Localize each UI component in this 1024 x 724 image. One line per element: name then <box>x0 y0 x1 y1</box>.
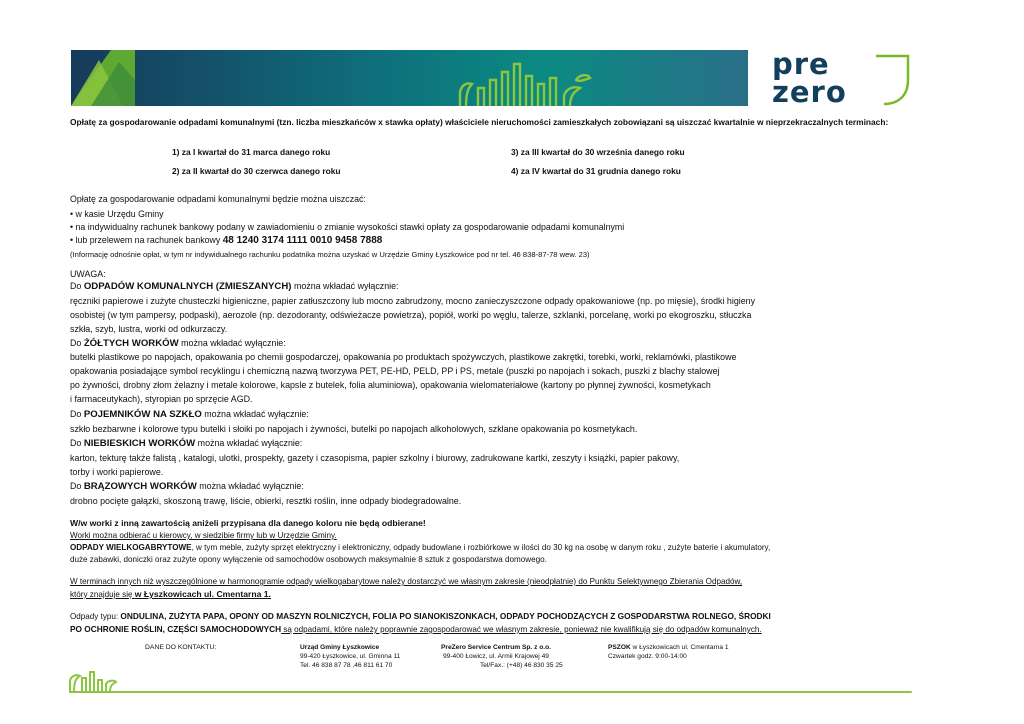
payment-info-note: (Informację odnośnie opłat, w tym nr indywidualnego rachunku podatnika można uzyskać w Urzędzie Gminy Łyszkowice pod nr tel. 46 838-87-78 wew. 23) <box>70 250 590 259</box>
brown-bags-heading <box>70 480 304 493</box>
contact-pszok-address: w Łyszkowicach ul. Cmentarna 1 <box>630 644 729 651</box>
contact-pszok-name: PSZOK <box>608 644 631 651</box>
pszok-note-line: W terminach innych niż wyszczególnione w harmonogramie odpady wielkogabarytowe należy dostarczyć we własnym zakresie (nieodpłatnie) do Punktu Selektywnego Zbierania Odpadów, <box>70 577 743 586</box>
yellow-bags-line: butelki plastikowe po napojach, opakowania po chemii gospodarczej, opakowania po produktach spożywczych, plastikowe zakrętki, torebki, worki, reklamówki, plastikowe <box>70 352 737 362</box>
heading-suffix: można wkładać wyłącznie: <box>195 438 303 448</box>
payment-option-cash: • w kasie Urzędu Gminy <box>70 209 164 219</box>
glass-container-title: POJEMNIKÓW NA SZKŁO <box>83 409 202 420</box>
mixed-waste-line: ręczniki papierowe i zużyte chusteczki higieniczne, papier zatłuszczony lub mocno zabrudzony, mocno zanieczyszczone odpady opakowaniowe (np. po mięsie), środki higieny <box>70 296 756 306</box>
intro-paragraph: Opłatę za gospodarowanie odpadami komunalnymi (tzn. liczba mieszkańców x stawka opłaty) właściciele nieruchomości zamieszkałych zobowiązani są uiszczać kwartalnie w nieprzekraczalnych terminach: <box>70 117 889 127</box>
pickup-note: Worki można odbierać u kierowcy, w siedzibie firmy lub w Urzędzie Gminy. <box>70 531 337 540</box>
payment-option-transfer <box>70 235 382 246</box>
bulky-waste-line <box>70 542 770 554</box>
other-waste-line <box>70 610 771 623</box>
heading-prefix: Do <box>70 409 84 419</box>
contact-prezero-address: 99-400 Łowicz, ul. Armii Krajowej 49 <box>443 653 549 660</box>
contact-gmina-address: 99-420 Łyszkowice, ul. Gminna 11 <box>300 653 401 660</box>
yellow-bags-line: po żywności, drobny złom żelazny i metale kolorowe, kapsle z butelek, folia aluminiowa), opakowania wielomateriałowe (kartony po płynnej żywności, kosmetykach <box>70 380 711 390</box>
heading-suffix: można wkładać wyłącznie: <box>291 281 399 291</box>
pszok-address: w Łyszkowicach ul. Cmentarna 1. <box>134 589 271 599</box>
green-leaf-graphic <box>71 50 135 106</box>
heading-prefix: Do <box>70 438 84 448</box>
brown-bags-title: BRĄZOWYCH WORKÓW <box>83 481 197 492</box>
glass-container-heading <box>70 408 309 421</box>
heading-prefix: Do <box>70 481 84 491</box>
logo-wordmark <box>772 47 847 109</box>
other-waste-list: PO OCHRONIE ROŚLIN, CZĘŚCI SAMOCHODOWYCH <box>70 624 282 634</box>
pszok-address-prefix: który znajduje się <box>70 590 135 599</box>
other-waste-line <box>70 623 762 636</box>
bulky-waste-line: duże zabawki, doniczki oraz zużyte opony wyłączenie od samochodów osobowych maksymalnie 8 sztuk z gospodarstwa domowego. <box>70 555 547 564</box>
header-banner <box>71 50 748 106</box>
contact-pszok-hours: Czwartek godz. 9:00-14:00 <box>608 653 687 660</box>
logo-frame-icon <box>872 52 912 108</box>
logo-line-2: zero <box>772 75 847 109</box>
pszok-address-line <box>70 588 271 601</box>
term-q4: 4) za IV kwartał do 31 grudnia danego roku <box>511 166 681 176</box>
term-q1: 1) za I kwartał do 31 marca danego roku <box>172 147 331 157</box>
mixed-waste-line: szkła, szyb, lustra, worki od odkurzaczy. <box>70 324 228 334</box>
other-waste-list: ONDULINA, ZUŻYTA PAPA, OPONY OD MASZYN ROLNICZYCH, FOLIA PO SIANOKISZONKACH, ODPADY POCHODZĄCYCH Z GOSPODARSTWA ROLNEGO, ŚRODKI <box>120 611 771 621</box>
bulky-waste-label: ODPADY WIELKOGABRYTOWE <box>70 543 192 552</box>
blue-bags-heading <box>70 437 302 450</box>
payment-option-transfer-label: • lub przelewem na rachunek bankowy <box>70 235 223 245</box>
blue-bags-title: NIEBIESKICH WORKÓW <box>83 438 196 449</box>
yellow-bags-line: opakowania posiadające symbol recyklingu i chemiczną nazwą tworzywa PET, PE-HD, PELD, PP i PS, metale (puszki po napojach i sokach, puszki z blachy stalowej <box>70 366 720 376</box>
mixed-waste-line: osobistej (w tym pampersy, podpaski), aerozole (np. dezodoranty, odświeżacze powietrza), popiół, worki po węglu, talerze, szklanki, porcelanę, worki po ekogroszku, stłuczka <box>70 310 752 320</box>
brown-bags-line: drobno pocięte gałązki, skoszoną trawę, liście, obierki, resztki roślin, inne odpady biodegradowalne. <box>70 496 462 506</box>
contact-gmina-phone: Tel. 46 838 87 78 ,46 811 61 70 <box>300 662 393 669</box>
city-skyline-graphic <box>456 58 596 106</box>
blue-bags-line: torby i worki papierowe. <box>70 467 164 477</box>
bank-account-number: 48 1240 3174 1111 0010 9458 7888 <box>222 235 383 246</box>
attention-label: UWAGA: <box>70 269 106 279</box>
yellow-bags-title: ŻÓŁTYCH WORKÓW <box>83 338 179 349</box>
contact-label: DANE DO KONTAKTU: <box>145 644 217 651</box>
yellow-bags-heading <box>70 337 286 350</box>
glass-container-line: szkło bezbarwne i kolorowe typu butelki i słoiki po napojach i żywności, butelki po napojach alkoholowych, szklane opakowania po kosmetykach. <box>70 424 638 434</box>
contact-prezero-phone: Tel/Fax.: (+48) 46 830 35 25 <box>480 662 563 669</box>
blue-bags-line: karton, tekturę także falistą , katalogi, ulotki, prospekty, gazety i czasopisma, papier szkolny i biurowy, zadrukowane kartki, zeszyty i książki, papier pakowy, <box>70 453 680 463</box>
bulky-waste-text: , w tym meble, zużyty sprzęt elektryczny i elektroniczny, odpady budowlane i rozbiórkowe w ilości do 30 kg na osobę w danym roku , zużyte baterie i akumulatory, <box>191 543 771 552</box>
term-q2: 2) za II kwartał do 30 czerwca danego roku <box>172 166 341 176</box>
other-waste-suffix: są odpadami, które należy poprawnie zagospodarować we własnym zakresie, ponieważ nie kwalifikują się do odpadów komunalnych. <box>281 625 762 634</box>
heading-suffix: można wkładać wyłącznie: <box>178 338 286 348</box>
contact-prezero-name: PreZero Service Centrum Sp. z o.o. <box>441 644 551 651</box>
heading-prefix: Do <box>70 281 84 291</box>
other-waste-prefix: Odpady typu: <box>70 612 121 621</box>
logo-line-1: pre <box>772 47 830 81</box>
heading-suffix: można wkładać wyłącznie: <box>196 481 304 491</box>
mixed-waste-title: ODPADÓW KOMUNALNYCH (ZMIESZANYCH) <box>83 281 292 292</box>
contact-gmina-name: Urząd Gminy Łyszkowice <box>300 644 380 651</box>
heading-suffix: można wkładać wyłącznie: <box>201 409 309 419</box>
yellow-bags-line: i farmaceutykach), styropian po sprzęcie AGD. <box>70 394 253 404</box>
payment-intro: Opłatę za gospodarowanie odpadami komunalnymi będzie można uiszczać: <box>70 194 366 204</box>
prezero-logo <box>772 47 914 110</box>
term-q3: 3) za III kwartał do 30 września danego roku <box>511 147 685 157</box>
mixed-waste-heading <box>70 280 399 293</box>
footer-green-line-graphic <box>68 664 913 694</box>
heading-prefix: Do <box>70 338 84 348</box>
warning-text: W/w worki z inną zawartością aniżeli przypisana dla danego koloru nie będą odbierane! <box>70 518 426 528</box>
payment-option-individual-account: • na indywidualny rachunek bankowy podany w zawiadomieniu o zmianie wysokości stawki opłaty za gospodarowanie odpadami komunalnymi <box>70 222 625 232</box>
